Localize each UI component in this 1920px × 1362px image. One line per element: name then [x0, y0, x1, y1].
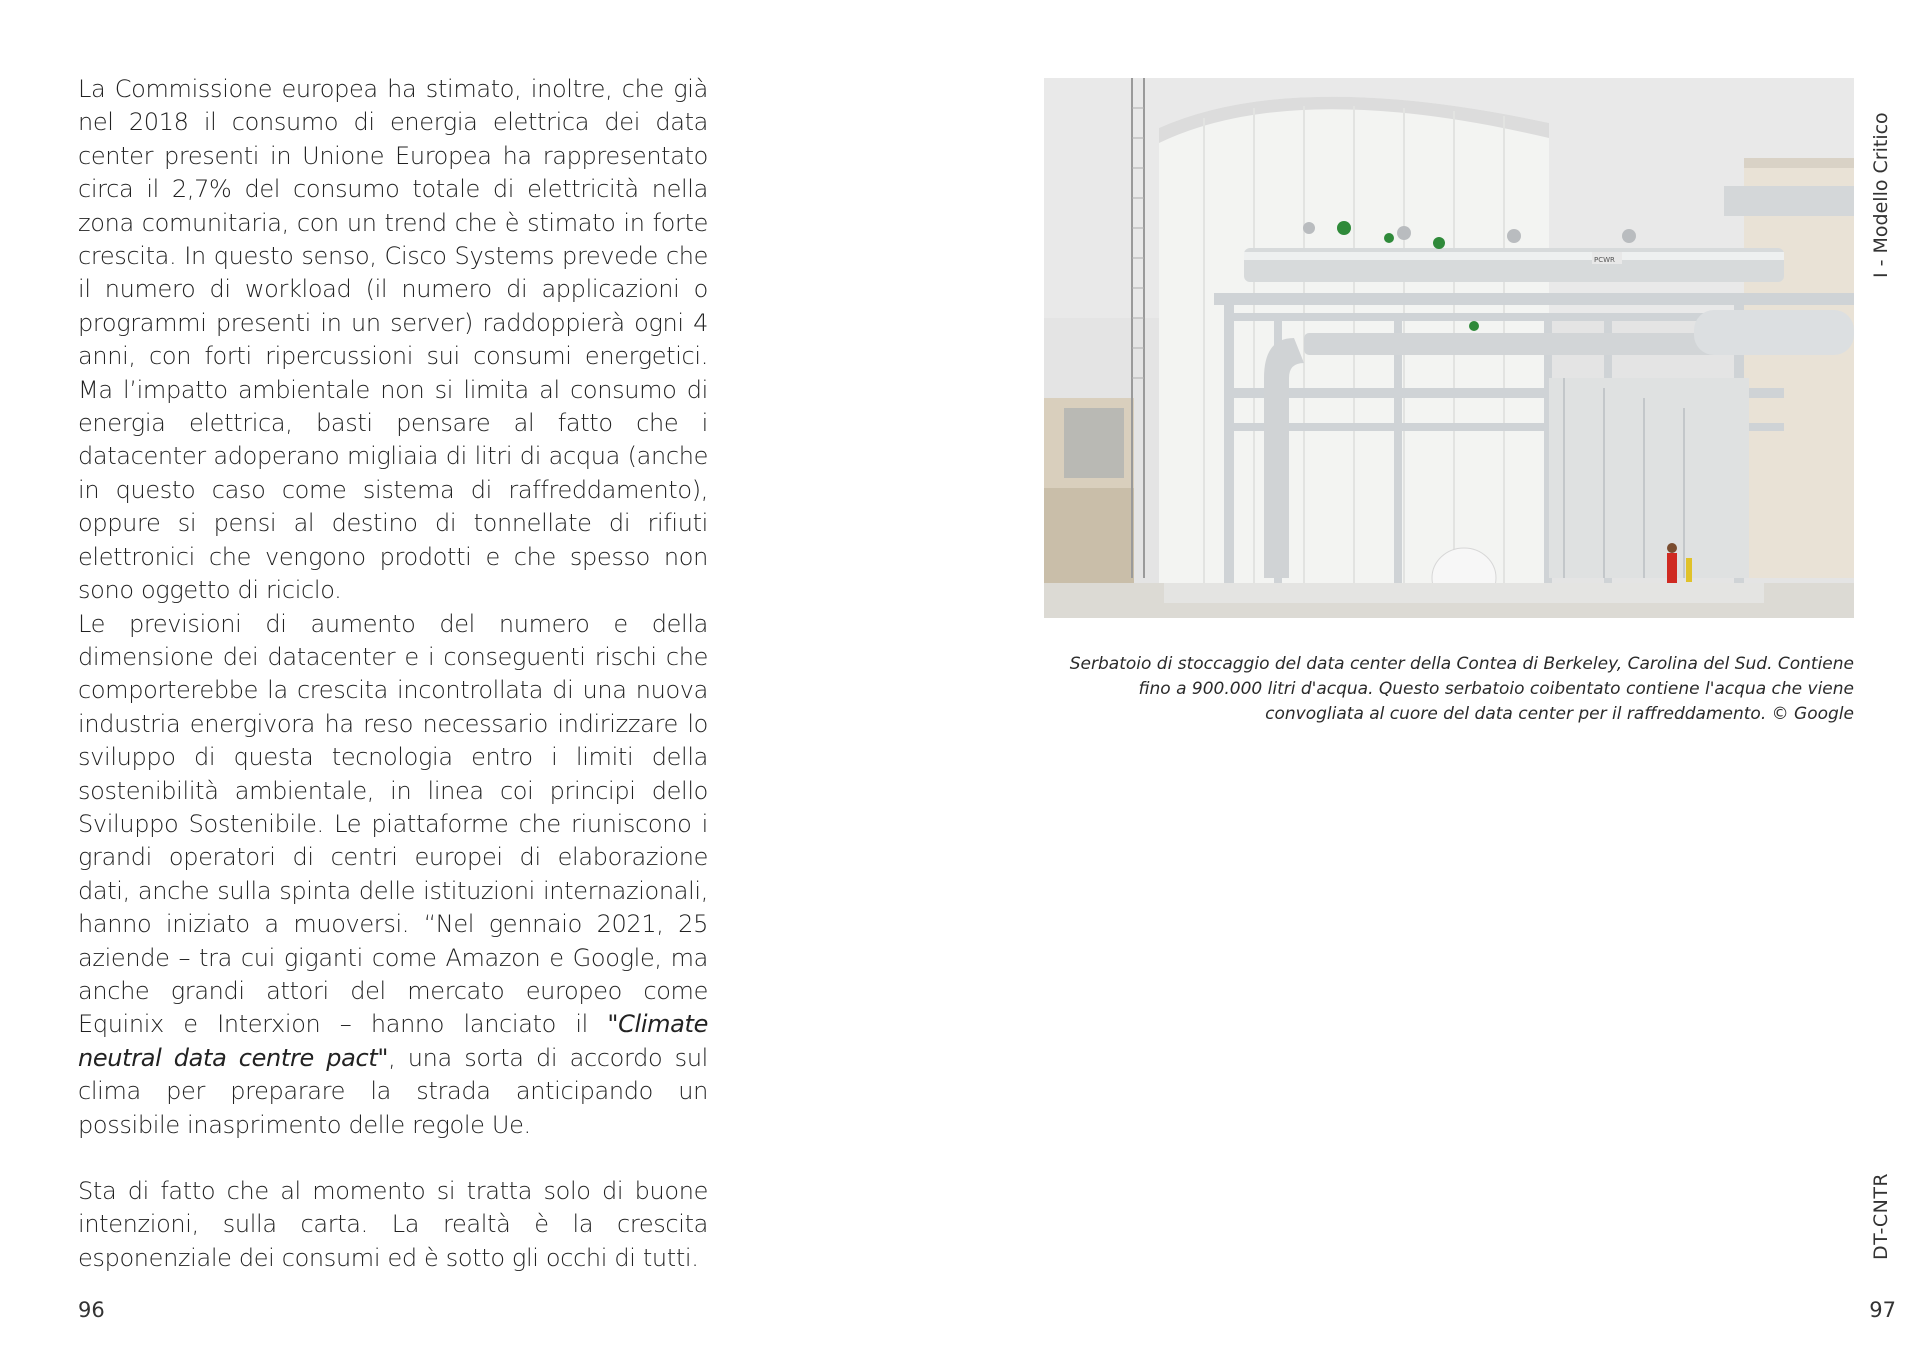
- running-head: [1866, 78, 1896, 278]
- book-title: DT-CNTR: [1870, 1172, 1892, 1260]
- running-foot: [1866, 1160, 1896, 1260]
- photo-caption-text: Serbatoio di stoccaggio del data center della Contea di Berkeley, Carolina del Sud. Contiene fino a 900.000 litri d'acqua. Questo serbatoio coibentato contiene l'acqua che viene convogliata al cuore del data center per il raffreddamento. © Google: [1069, 654, 1854, 724]
- paragraph-1: La Commissione europea ha stimato, inoltre, che già nel 2018 il consumo di energia elettrica dei data center presenti in Unione Europea ha rappresentato circa il 2,7% del consumo totale di elettricità nella zona comunitaria, con un trend che è stimato in forte crescita. In questo senso, Cisco Systems prevede che il numero di workload (il numero di applicazioni o programmi presenti in un server) raddoppierà ogni 4 anni, con forti ripercussioni sui consumi energetici. Ma l’impatto ambientale non si limita al consumo di energia elettrica, basti pensare al fatto che i datacenter adoperano migliaia di litri di acqua (anche in questo caso come sistema di raffreddamento), oppure si pensi al destino di tonnellate di rifiuti elettronici che vengono prodotti e che spesso non sono oggetto di riciclo.: [78, 75, 708, 605]
- paragraph-2: [78, 608, 708, 1143]
- body-text: [78, 73, 708, 1275]
- right-page: [960, 0, 1920, 1362]
- page-number-left: 96: [78, 1298, 105, 1322]
- page-number-right: 97: [1869, 1298, 1896, 1322]
- data-center-water-tank-photo: [1044, 78, 1854, 618]
- pact-title: "Climate neutral data centre pact": [78, 1010, 709, 1072]
- chapter-title: I - Modello Critico: [1870, 112, 1892, 278]
- paragraph-3: Sta di fatto che al momento si tratta solo di buone intenzioni, sulla carta. La realtà è la crescita esponenziale dei consumi ed è sotto gli occhi di tutti.: [78, 1177, 708, 1272]
- paragraph-2-tail: , una sorta di accordo sul clima per preparare la strada anticipando un possibile inasprimento delle regole Ue.: [78, 1043, 708, 1139]
- pipe-label: PCWR: [1594, 256, 1615, 264]
- paragraph-2-text: Le previsioni di aumento del numero e della dimensione dei datacenter e i conseguenti rischi che comporterebbe la crescita incontrollata di una nuova industria energivora ha reso necessario indirizzare lo sviluppo di questa tecnologia entro i limiti della sostenibilità ambientale, in linea coi principi dello Sviluppo Sostenibile. Le piattaforme che riuniscono i grandi operatori di centri europei di elaborazione dati, anche sulla spinta delle istituzioni internazionali, hanno iniziato a muoversi. “Nel gennaio 2021, 25 aziende – tra cui giganti come Amazon e Google, ma anche grandi attori del mercato europeo come Equinix e Interxion – hanno lanciato il: [78, 609, 708, 1039]
- photo-caption: [1060, 652, 1854, 727]
